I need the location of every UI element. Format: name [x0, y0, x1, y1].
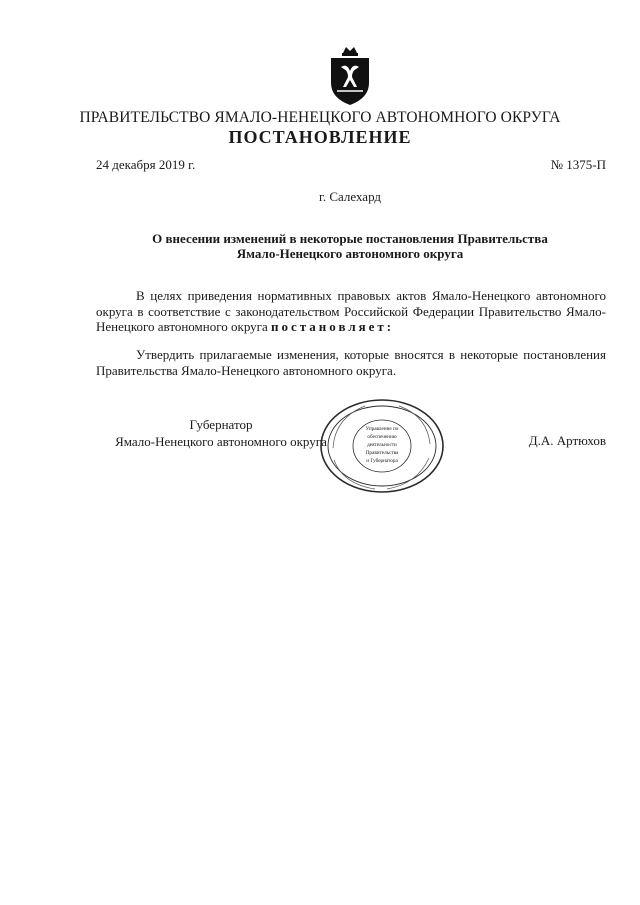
- subject-line-1: О внесении изменений в некоторые постановления Правительства: [152, 231, 548, 246]
- preamble-paragraph: [96, 288, 606, 335]
- seal-line-1: Управление по: [365, 426, 399, 432]
- preamble-text: В целях приведения нормативных правовых актов Ямало-Ненецкого автономного округа в соответствие с законодательством Российской Федерации Правительство Ямало-Ненецкого автономного округа: [96, 288, 606, 334]
- government-name: ПРАВИТЕЛЬСТВО ЯМАЛО-НЕНЕЦКОГО АВТОНОМНОГО ОКРУГА: [79, 109, 561, 126]
- seal-line-5: и Губернатора: [366, 458, 398, 464]
- signer-title-line-1: Губернатор: [189, 417, 253, 432]
- signer-title-line-2: Ямало-Ненецкого автономного округа: [115, 434, 327, 449]
- seal-line-2: обеспечению: [367, 434, 397, 440]
- seal-line-4: Правительства: [365, 450, 399, 456]
- document-number: № 1375-П: [550, 157, 606, 172]
- document-type-title: ПОСТАНОВЛЕНИЕ: [228, 127, 412, 147]
- seal-line-3: деятельности: [367, 442, 397, 448]
- subject-line-2: Ямало-Ненецкого автономного округа: [236, 246, 464, 261]
- document-city: г. Салехард: [318, 189, 382, 204]
- resolution-paragraph: [96, 347, 606, 378]
- document-date: 24 декабря 2019 г.: [96, 157, 196, 172]
- document-subject: [0, 231, 640, 261]
- resolves-word: постановляет:: [271, 319, 395, 334]
- signer-name: Д.А. Артюхов: [528, 433, 606, 448]
- coat-of-arms-icon: [327, 45, 373, 107]
- resolution-text: Утвердить прилагаемые изменения, которые вносятся в некоторые постановления Правительства Ямало-Ненецкого автономного округа.: [96, 347, 606, 378]
- official-seal-stamp: [317, 396, 447, 496]
- signer-title: [96, 416, 346, 450]
